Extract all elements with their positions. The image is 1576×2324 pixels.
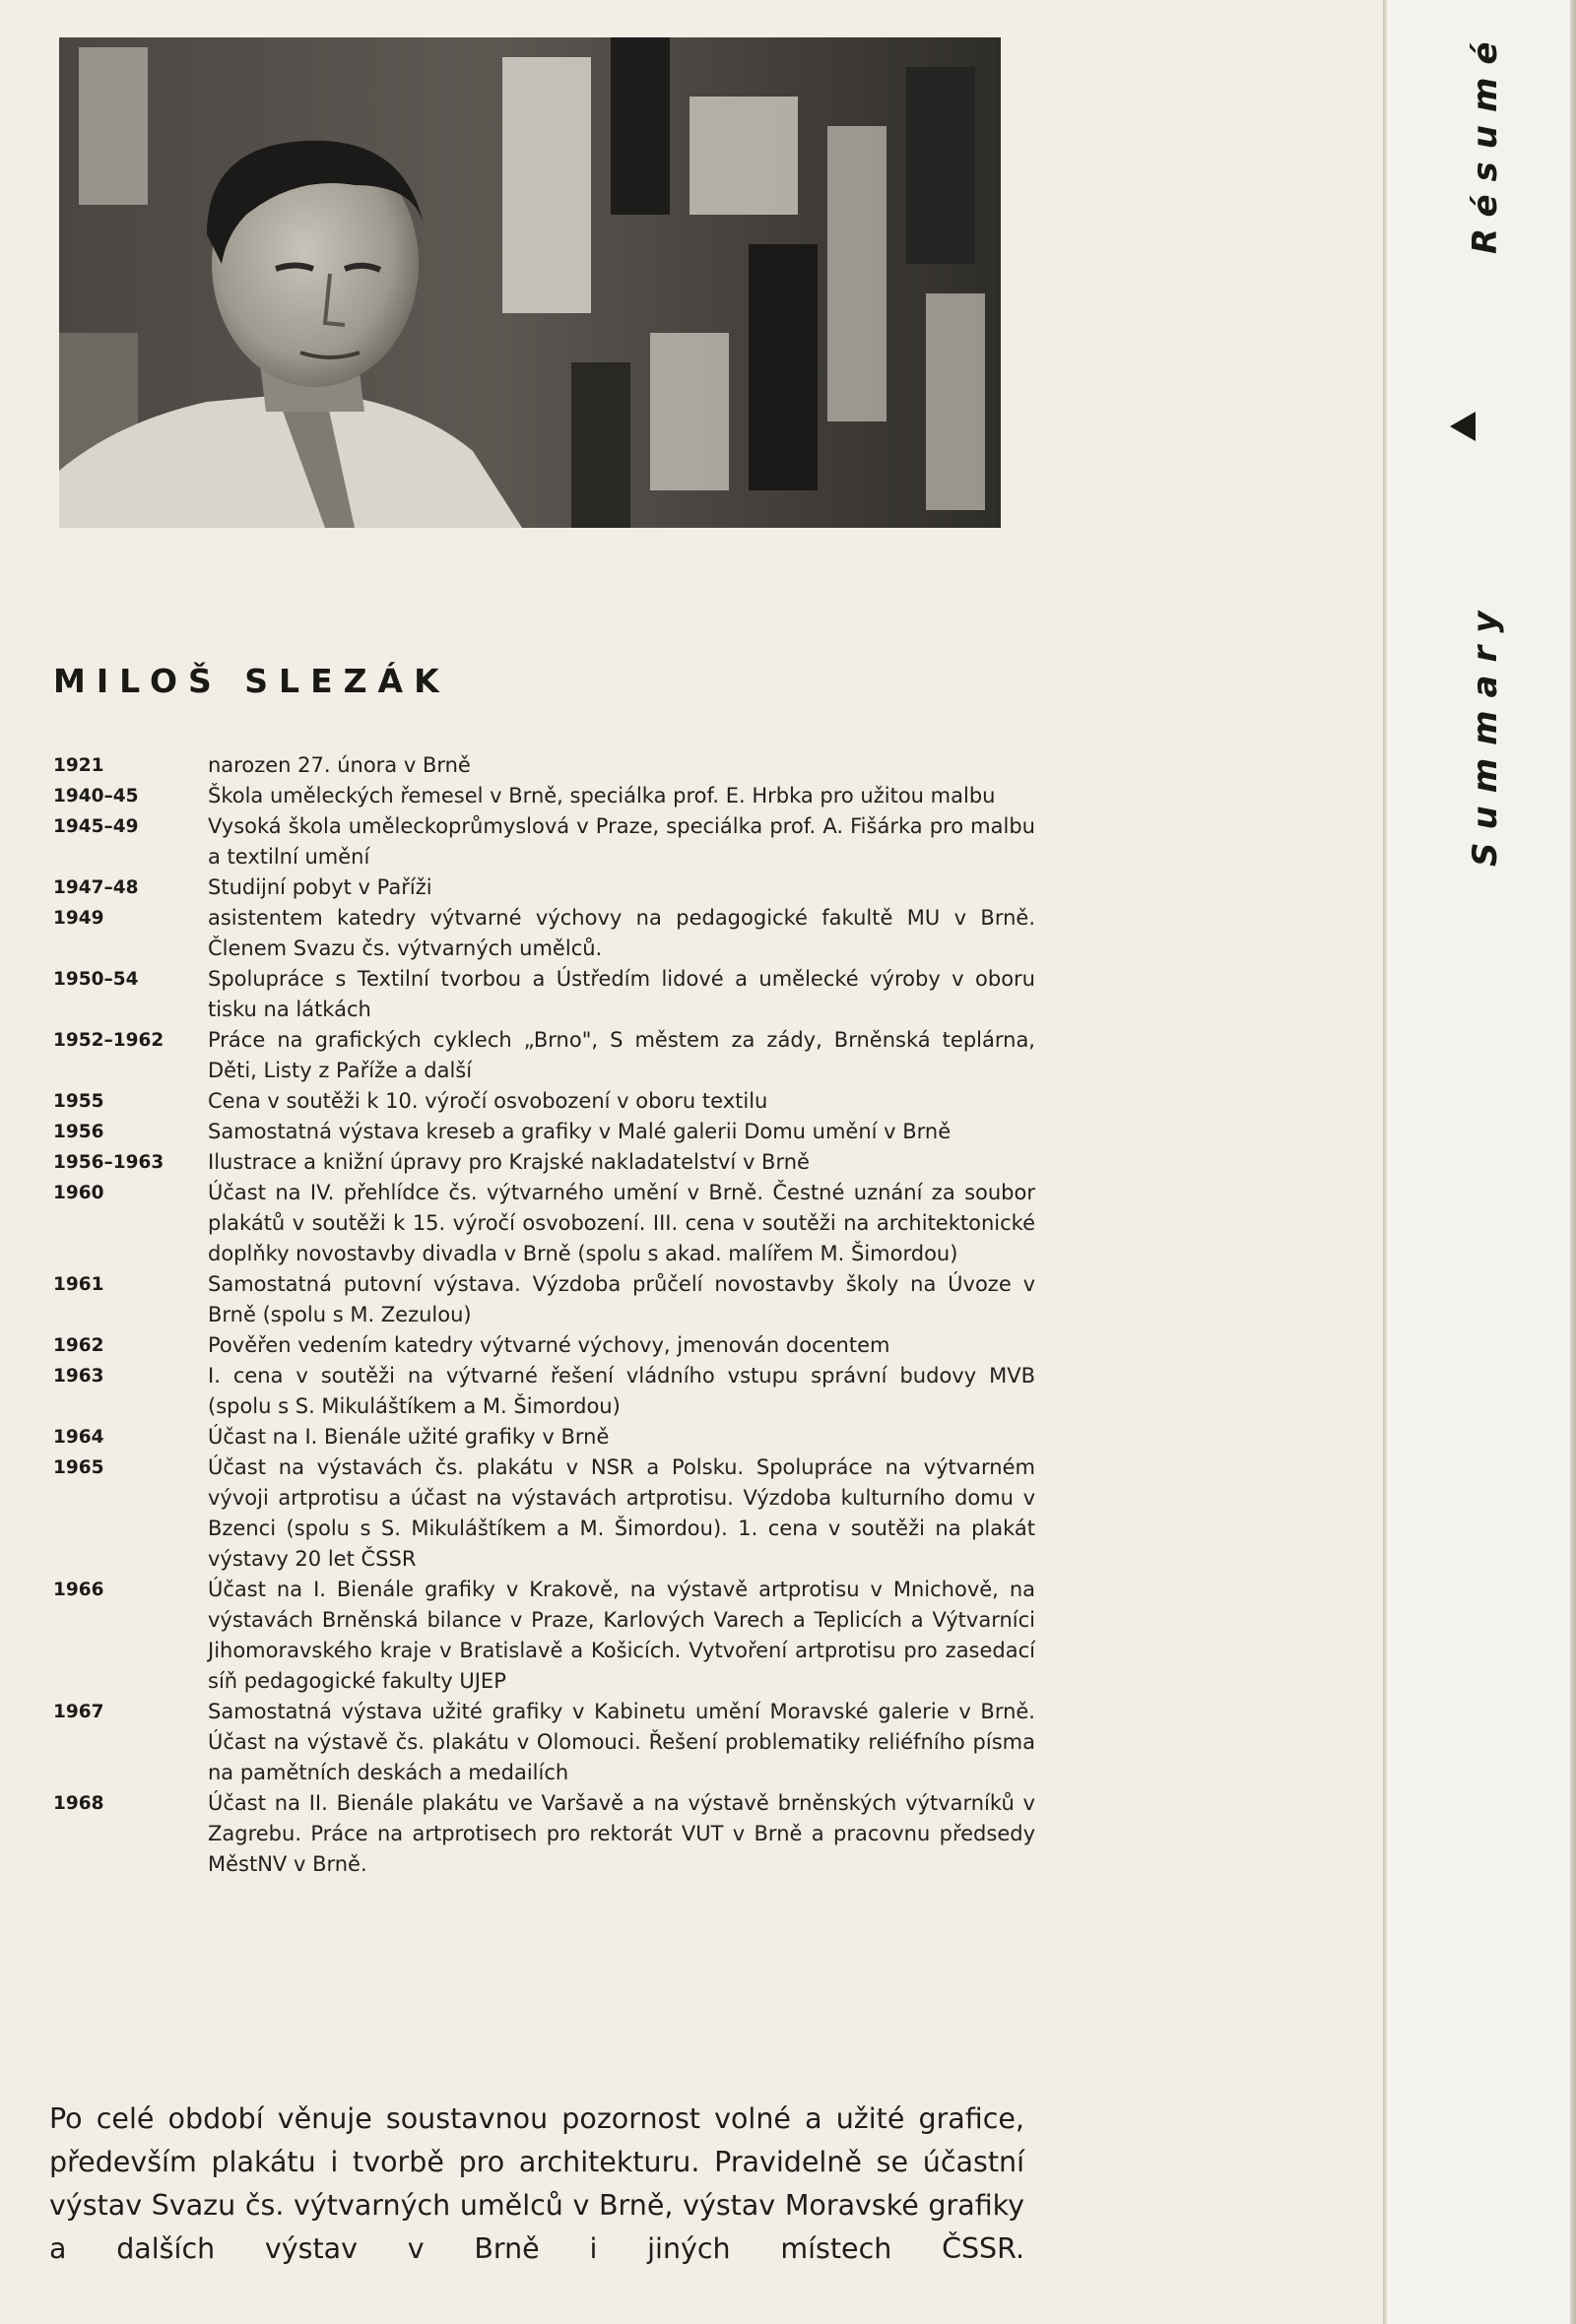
summary-paragraph: Po celé období věnuje soustavnou pozornost volné a užité grafice, především plakátu i tvorbě pro architekturu. Pravidelně se účastní výstav Svazu čs. výtvarných umělců v Brně, výstav Moravské grafiky a dalších výstav v Brně i jiných místech ČSSR. xyxy=(49,2102,1024,2265)
chronology-text: Vysoká škola uměleckoprůmyslová v Praze, speciálka prof. A. Fišárka pro malbu a textilní umění xyxy=(208,814,1035,869)
chronology-text: Práce na grafických cyklech „Brno", S městem za zády, Brněnská teplárna, Děti, Listy z Paříže a další xyxy=(208,1028,1035,1082)
chronology-text: Pověřen vedením katedry výtvarné výchovy, jmenován docentem xyxy=(208,1333,890,1357)
chronology-year: 1950–54 xyxy=(53,969,139,990)
chronology-text: Samostatná putovní výstava. Výzdoba průčelí novostavby školy na Úvoze v Brně (spolu s M. Zezulou) xyxy=(208,1272,1035,1326)
chronology-row xyxy=(53,1117,1038,1147)
chronology-row xyxy=(53,1422,1038,1452)
chronology-row xyxy=(53,1788,1038,1880)
chronology-row xyxy=(53,1025,1038,1086)
chronology-year: 1956 xyxy=(53,1122,104,1142)
page-edge xyxy=(1570,0,1576,2324)
chronology-row xyxy=(53,1330,1038,1361)
chronology-year: 1966 xyxy=(53,1580,104,1600)
chronology-row xyxy=(53,781,1038,811)
chronology-row xyxy=(53,1086,1038,1117)
chronology-list xyxy=(53,750,1038,1880)
summary-label: Summary xyxy=(1466,598,1505,867)
chronology-row xyxy=(53,1147,1038,1178)
chronology-text: Účast na výstavách čs. plakátu v NSR a Polsku. Spolupráce na výtvarném vývoji artprotisu a účast na výstavách artprotisu. Výzdoba kulturního domu v Bzenci (spolu s S. Mikuláštíkem a M. Šimordou). 1. cena v soutěži na plakát výstavy 20 let ČSSR xyxy=(208,1455,1035,1571)
chronology-year: 1955 xyxy=(53,1091,104,1112)
chronology-year: 1960 xyxy=(53,1183,104,1203)
chronology-row xyxy=(53,1575,1038,1697)
chronology-year: 1952–1962 xyxy=(53,1030,164,1051)
chronology-row xyxy=(53,811,1038,872)
chronology-year: 1956–1963 xyxy=(53,1152,164,1173)
chronology-year: 1962 xyxy=(53,1335,104,1356)
chronology-year: 1963 xyxy=(53,1366,104,1387)
chronology-row xyxy=(53,903,1038,964)
chronology-row xyxy=(53,872,1038,903)
chronology-text: Samostatná výstava kreseb a grafiky v Malé galerii Domu umění v Brně xyxy=(208,1120,952,1143)
right-page-strip xyxy=(1387,0,1576,2324)
chronology-row xyxy=(53,1269,1038,1330)
chronology-text: Ilustrace a knižní úpravy pro Krajské nakladatelství v Brně xyxy=(208,1150,810,1174)
chronology-row xyxy=(53,750,1038,781)
resume-label: Résumé xyxy=(1466,29,1505,254)
chronology-row xyxy=(53,1697,1038,1788)
chronology-year: 1965 xyxy=(53,1457,104,1478)
person-name: MILOŠ SLEZÁK xyxy=(53,662,450,700)
chronology-row xyxy=(53,1361,1038,1422)
chronology-year: 1940–45 xyxy=(53,786,139,807)
chronology-text: Účast na IV. přehlídce čs. výtvarného umění v Brně. Čestné uznání za soubor plakátů v soutěži k 15. výročí osvobození. III. cena v soutěži na architektonické doplňky novostavby divadla v Brně (spolu s akad. malířem M. Šimordou) xyxy=(208,1181,1035,1265)
chronology-year: 1945–49 xyxy=(53,816,139,837)
chronology-year: 1968 xyxy=(53,1793,104,1814)
chronology-text: Samostatná výstava užité grafiky v Kabinetu umění Moravské galerie v Brně. Účast na výstavě čs. plakátu v Olomouci. Řešení problematiky reliéfního písma na pamětních deskách a medailích xyxy=(208,1700,1035,1784)
chronology-text: Škola uměleckých řemesel v Brně, speciálka prof. E. Hrbka pro užitou malbu xyxy=(208,784,996,807)
chronology-text: narozen 27. února v Brně xyxy=(208,753,471,777)
triangle-left-icon xyxy=(1450,412,1476,441)
chronology-row xyxy=(53,964,1038,1025)
chronology-text: I. cena v soutěži na výtvarné řešení vládního vstupu správní budovy MVB (spolu s S. Mikuláštíkem a M. Šimordou) xyxy=(208,1364,1035,1418)
chronology-text: asistentem katedry výtvarné výchovy na pedagogické fakultě MU v Brně. Členem Svazu čs. výtvarných umělců. xyxy=(208,906,1035,960)
portrait-photo xyxy=(59,37,1001,528)
chronology-row xyxy=(53,1178,1038,1269)
chronology-text: Účast na I. Bienále užité grafiky v Brně xyxy=(208,1425,610,1449)
chronology-row xyxy=(53,1452,1038,1575)
chronology-text: Účast na I. Bienále grafiky v Krakově, na výstavě artprotisu v Mnichově, na výstavách Brněnská bilance v Praze, Karlových Varech a Teplicích a Výtvarníci Jihomoravského kraje v Bratislavě a Košicích. Vytvoření artprotisu pro zasedací síň pedagogické fakulty UJEP xyxy=(208,1578,1035,1693)
chronology-text: Cena v soutěži k 10. výročí osvobození v oboru textilu xyxy=(208,1089,768,1113)
chronology-text: Spolupráce s Textilní tvorbou a Ústředím lidové a umělecké výroby v oboru tisku na látkách xyxy=(208,967,1035,1021)
chronology-year: 1967 xyxy=(53,1702,104,1722)
chronology-text: Studijní pobyt v Paříži xyxy=(208,875,432,899)
chronology-year: 1964 xyxy=(53,1427,104,1448)
chronology-year: 1947–48 xyxy=(53,877,139,898)
chronology-year: 1961 xyxy=(53,1274,104,1295)
chronology-year: 1949 xyxy=(53,908,104,929)
chronology-text: Účast na II. Bienále plakátu ve Varšavě a na výstavě brněnských výtvarníků v Zagrebu. Práce na artprotisech pro rektorát VUT v Brně a pracovnu předsedy MěstNV v Brně. xyxy=(208,1791,1035,1876)
chronology-year: 1921 xyxy=(53,755,104,776)
